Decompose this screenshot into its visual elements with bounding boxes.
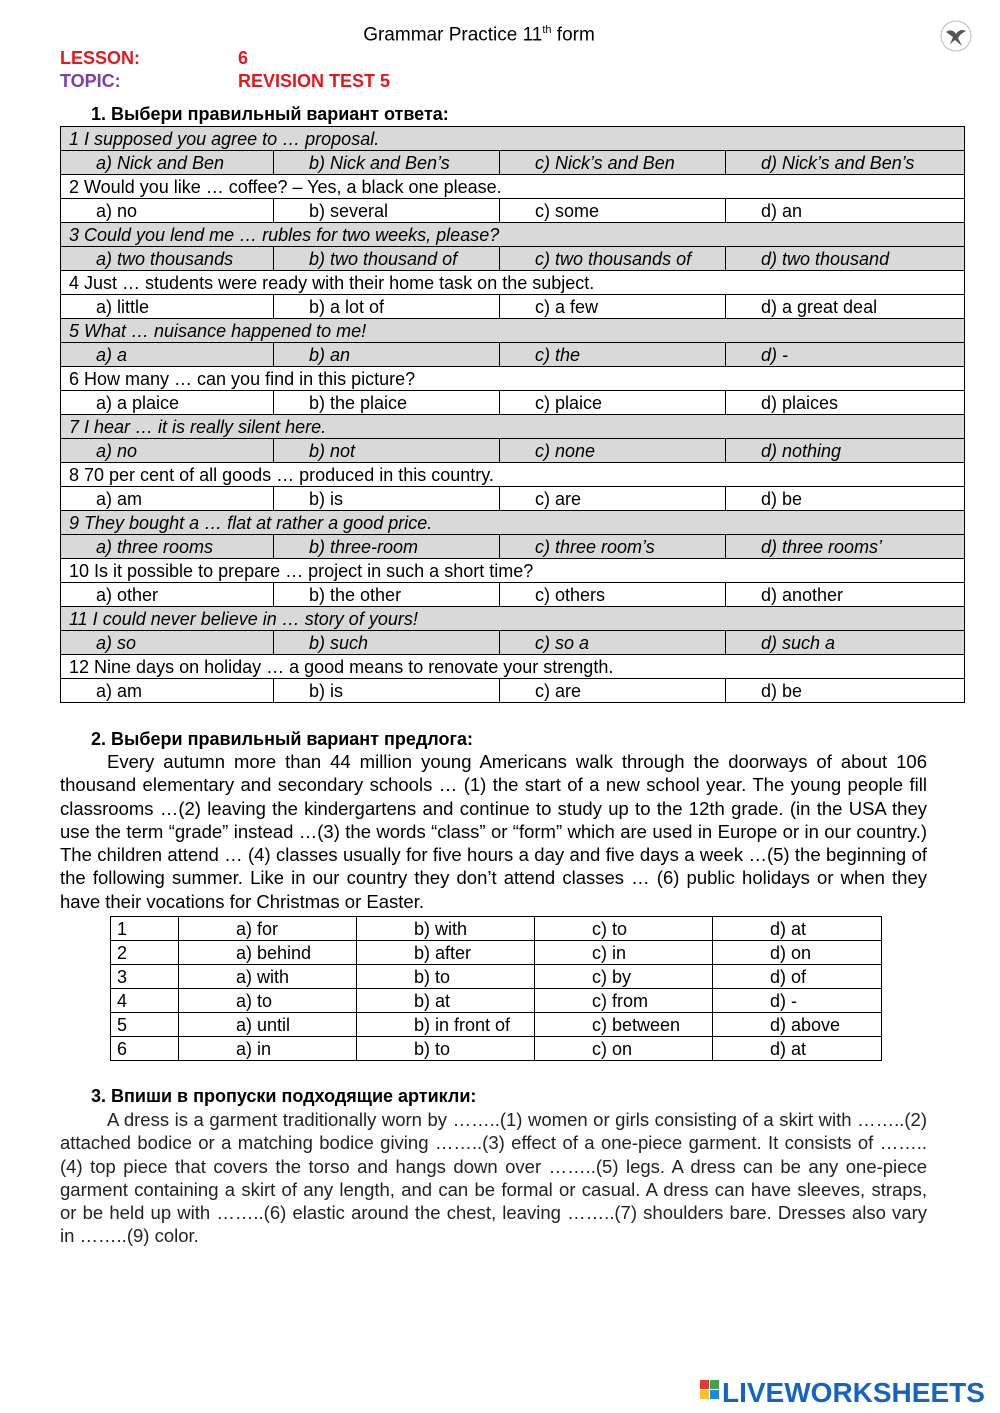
options-row bbox=[61, 631, 965, 655]
section1-heading: 1. Выбери правильный вариант ответа: bbox=[91, 104, 449, 124]
preposition-option[interactable]: b) in front of bbox=[357, 1013, 535, 1037]
preposition-option[interactable]: d) at bbox=[713, 1037, 882, 1061]
topic-value: REVISION TEST 5 bbox=[238, 71, 391, 91]
row-number: 5 bbox=[111, 1013, 179, 1037]
answer-option[interactable]: d) two thousand bbox=[726, 247, 965, 271]
answer-option[interactable]: d) - bbox=[726, 343, 965, 367]
answer-option[interactable]: c) some bbox=[500, 199, 726, 223]
preposition-option[interactable]: b) after bbox=[357, 941, 535, 965]
question-text: 10 Is it possible to prepare … project in such a short time? bbox=[61, 559, 965, 583]
answer-option[interactable]: b) several bbox=[274, 199, 500, 223]
answer-option[interactable]: c) plaice bbox=[500, 391, 726, 415]
row-number: 1 bbox=[111, 917, 179, 941]
question-text: 8 70 per cent of all goods … produced in this country. bbox=[61, 463, 965, 487]
options-row bbox=[61, 343, 965, 367]
topic-label: TOPIC: bbox=[60, 71, 121, 91]
question-row bbox=[61, 319, 965, 343]
answer-option[interactable]: b) the plaice bbox=[274, 391, 500, 415]
preposition-option[interactable]: d) above bbox=[713, 1013, 882, 1037]
row-number: 2 bbox=[111, 941, 179, 965]
answer-option[interactable]: d) be bbox=[726, 679, 965, 703]
answer-option[interactable]: d) another bbox=[726, 583, 965, 607]
answer-option[interactable]: c) the bbox=[500, 343, 726, 367]
bird-logo-icon bbox=[938, 18, 974, 54]
section2-heading: 2. Выбери правильный вариант предлога: bbox=[91, 729, 473, 749]
preposition-option[interactable]: a) for bbox=[179, 917, 357, 941]
question-text: 2 Would you like … coffee? – Yes, a black one please. bbox=[61, 175, 965, 199]
answer-option[interactable]: b) two thousand of bbox=[274, 247, 500, 271]
answer-option[interactable]: c) others bbox=[500, 583, 726, 607]
preposition-option[interactable]: d) at bbox=[713, 917, 882, 941]
question-row bbox=[61, 655, 965, 679]
question-row bbox=[61, 463, 965, 487]
preposition-option[interactable]: c) in bbox=[535, 941, 713, 965]
options-row bbox=[61, 439, 965, 463]
preposition-row bbox=[111, 1037, 882, 1061]
answer-option[interactable]: a) two thousands bbox=[61, 247, 274, 271]
answer-option[interactable]: c) Nick’s and Ben bbox=[500, 151, 726, 175]
preposition-option[interactable]: a) with bbox=[179, 965, 357, 989]
preposition-option[interactable]: c) to bbox=[535, 917, 713, 941]
preposition-option[interactable]: d) - bbox=[713, 989, 882, 1013]
row-number: 4 bbox=[111, 989, 179, 1013]
answer-option[interactable]: b) such bbox=[274, 631, 500, 655]
answer-option[interactable]: b) Nick and Ben’s bbox=[274, 151, 500, 175]
answer-option[interactable]: c) three room’s bbox=[500, 535, 726, 559]
options-row bbox=[61, 295, 965, 319]
answer-option[interactable]: b) is bbox=[274, 679, 500, 703]
preposition-option[interactable]: b) with bbox=[357, 917, 535, 941]
question-row bbox=[61, 127, 965, 151]
section3-heading: 3. Впиши в пропуски подходящие артикли: bbox=[91, 1086, 477, 1106]
options-row bbox=[61, 247, 965, 271]
section3-passage: A dress is a garment traditionally worn by ……..(1) women or girls consisting of a skirt with ……..(2) attached bodice or a matching bodice giving ……..(3) effect of a one-piece garment. It consists of ……..(4) top piece that covers the torso and hangs down over ……..(5) legs. A dress can be any one-piece garment containing a skirt of any length, and can be formal or casual. A dress can have sleeves, straps, or be held up with ……..(6) elastic around the chest, leaving ……..(7) shoulders bare. Dresses also vary in ……..(9) color. bbox=[60, 1109, 927, 1247]
answer-option[interactable]: b) three-room bbox=[274, 535, 500, 559]
options-row bbox=[61, 391, 965, 415]
answer-option[interactable]: a) a bbox=[61, 343, 274, 367]
question-text: 5 What … nuisance happened to me! bbox=[61, 319, 965, 343]
preposition-option[interactable]: a) to bbox=[179, 989, 357, 1013]
preposition-row bbox=[111, 1013, 882, 1037]
preposition-option[interactable]: d) of bbox=[713, 965, 882, 989]
row-number: 6 bbox=[111, 1037, 179, 1061]
preposition-row bbox=[111, 965, 882, 989]
question-text: 3 Could you lend me … rubles for two weeks, please? bbox=[61, 223, 965, 247]
preposition-option[interactable]: c) between bbox=[535, 1013, 713, 1037]
answer-option[interactable]: d) a great deal bbox=[726, 295, 965, 319]
section2-passage: Every autumn more than 44 million young Americans walk through the doorways of about 106 thousand elementary and secondary schools … (1) the start of a new school year. The young people fill classrooms …(2) leaving the kindergartens and continue to study up to the 12th grade. (in the USA they use the term “grade” instead …(3) the words “class” or “form” which are used in Europe or in our country.) The children attend … (4) classes usually for five hours a day and five days a week …(5) the beginning of the following summer. Like in our country they don’t attend classes … (6) public holidays or when they have their vocations for Christmas or Easter. bbox=[60, 751, 927, 912]
question-text: 9 They bought a … flat at rather a good price. bbox=[61, 511, 965, 535]
answer-option[interactable]: a) no bbox=[61, 199, 274, 223]
question-text: 11 I could never believe in … story of yours! bbox=[61, 607, 965, 631]
answer-option[interactable]: c) so a bbox=[500, 631, 726, 655]
answer-option[interactable]: d) Nick’s and Ben’s bbox=[726, 151, 965, 175]
preposition-option[interactable]: a) until bbox=[179, 1013, 357, 1037]
preposition-row bbox=[111, 917, 882, 941]
title-superscript: th bbox=[542, 24, 552, 36]
answer-option[interactable]: a) so bbox=[61, 631, 274, 655]
preposition-option[interactable]: b) at bbox=[357, 989, 535, 1013]
question-row bbox=[61, 415, 965, 439]
preposition-option[interactable]: b) to bbox=[357, 965, 535, 989]
question-row bbox=[61, 367, 965, 391]
liveworksheets-logo bbox=[700, 1374, 992, 1410]
answer-option[interactable]: b) a lot of bbox=[274, 295, 500, 319]
question-row bbox=[61, 223, 965, 247]
answer-option[interactable]: a) am bbox=[61, 679, 274, 703]
preposition-option[interactable]: c) by bbox=[535, 965, 713, 989]
preposition-option[interactable]: c) on bbox=[535, 1037, 713, 1061]
answer-option[interactable]: a) no bbox=[61, 439, 274, 463]
answer-option[interactable]: c) a few bbox=[500, 295, 726, 319]
answer-option[interactable]: c) two thousands of bbox=[500, 247, 726, 271]
answer-option[interactable]: a) other bbox=[61, 583, 274, 607]
answer-option[interactable]: d) three rooms’ bbox=[726, 535, 965, 559]
question-text: 1 I supposed you agree to … proposal. bbox=[61, 127, 965, 151]
question-text: 7 I hear … it is really silent here. bbox=[61, 415, 965, 439]
options-row bbox=[61, 487, 965, 511]
document-title bbox=[0, 24, 958, 46]
row-number: 3 bbox=[111, 965, 179, 989]
answer-option[interactable]: b) is bbox=[274, 487, 500, 511]
answer-option[interactable]: d) such a bbox=[726, 631, 965, 655]
answer-option[interactable]: a) a plaice bbox=[61, 391, 274, 415]
preposition-row bbox=[111, 989, 882, 1013]
options-row bbox=[61, 199, 965, 223]
question-row bbox=[61, 559, 965, 583]
answer-option[interactable]: d) an bbox=[726, 199, 965, 223]
answer-option[interactable]: d) nothing bbox=[726, 439, 965, 463]
answer-option[interactable]: b) the other bbox=[274, 583, 500, 607]
brand-name: LIVEWORKSHEETS bbox=[722, 1377, 985, 1408]
question-text: 12 Nine days on holiday … a good means to renovate your strength. bbox=[61, 655, 965, 679]
section2-table bbox=[110, 916, 882, 1061]
preposition-option[interactable]: b) to bbox=[357, 1037, 535, 1061]
question-row bbox=[61, 511, 965, 535]
preposition-row bbox=[111, 941, 882, 965]
answer-option[interactable]: d) plaices bbox=[726, 391, 965, 415]
answer-option[interactable]: c) are bbox=[500, 487, 726, 511]
answer-option[interactable]: a) Nick and Ben bbox=[61, 151, 274, 175]
answer-option[interactable]: a) little bbox=[61, 295, 274, 319]
question-row bbox=[61, 607, 965, 631]
question-text: 4 Just … students were ready with their home task on the subject. bbox=[61, 271, 965, 295]
question-row bbox=[61, 175, 965, 199]
answer-option[interactable]: c) none bbox=[500, 439, 726, 463]
question-text: 6 How many … can you find in this picture? bbox=[61, 367, 965, 391]
preposition-option[interactable]: a) in bbox=[179, 1037, 357, 1061]
preposition-option[interactable]: d) on bbox=[713, 941, 882, 965]
options-row bbox=[61, 151, 965, 175]
title-suffix: form bbox=[551, 24, 595, 46]
answer-option[interactable]: a) three rooms bbox=[61, 535, 274, 559]
options-row bbox=[61, 583, 965, 607]
question-row bbox=[61, 271, 965, 295]
preposition-option[interactable]: a) behind bbox=[179, 941, 357, 965]
answer-option[interactable]: a) am bbox=[61, 487, 274, 511]
preposition-option[interactable]: c) from bbox=[535, 989, 713, 1013]
answer-option[interactable]: b) not bbox=[274, 439, 500, 463]
section1-table bbox=[60, 126, 965, 703]
answer-option[interactable]: c) are bbox=[500, 679, 726, 703]
options-row bbox=[61, 679, 965, 703]
answer-option[interactable]: d) be bbox=[726, 487, 965, 511]
title-text: Grammar Practice 11 bbox=[363, 24, 543, 46]
answer-option[interactable]: b) an bbox=[274, 343, 500, 367]
lesson-number: 6 bbox=[238, 48, 249, 68]
options-row bbox=[61, 535, 965, 559]
lesson-label: LESSON: bbox=[60, 48, 141, 68]
